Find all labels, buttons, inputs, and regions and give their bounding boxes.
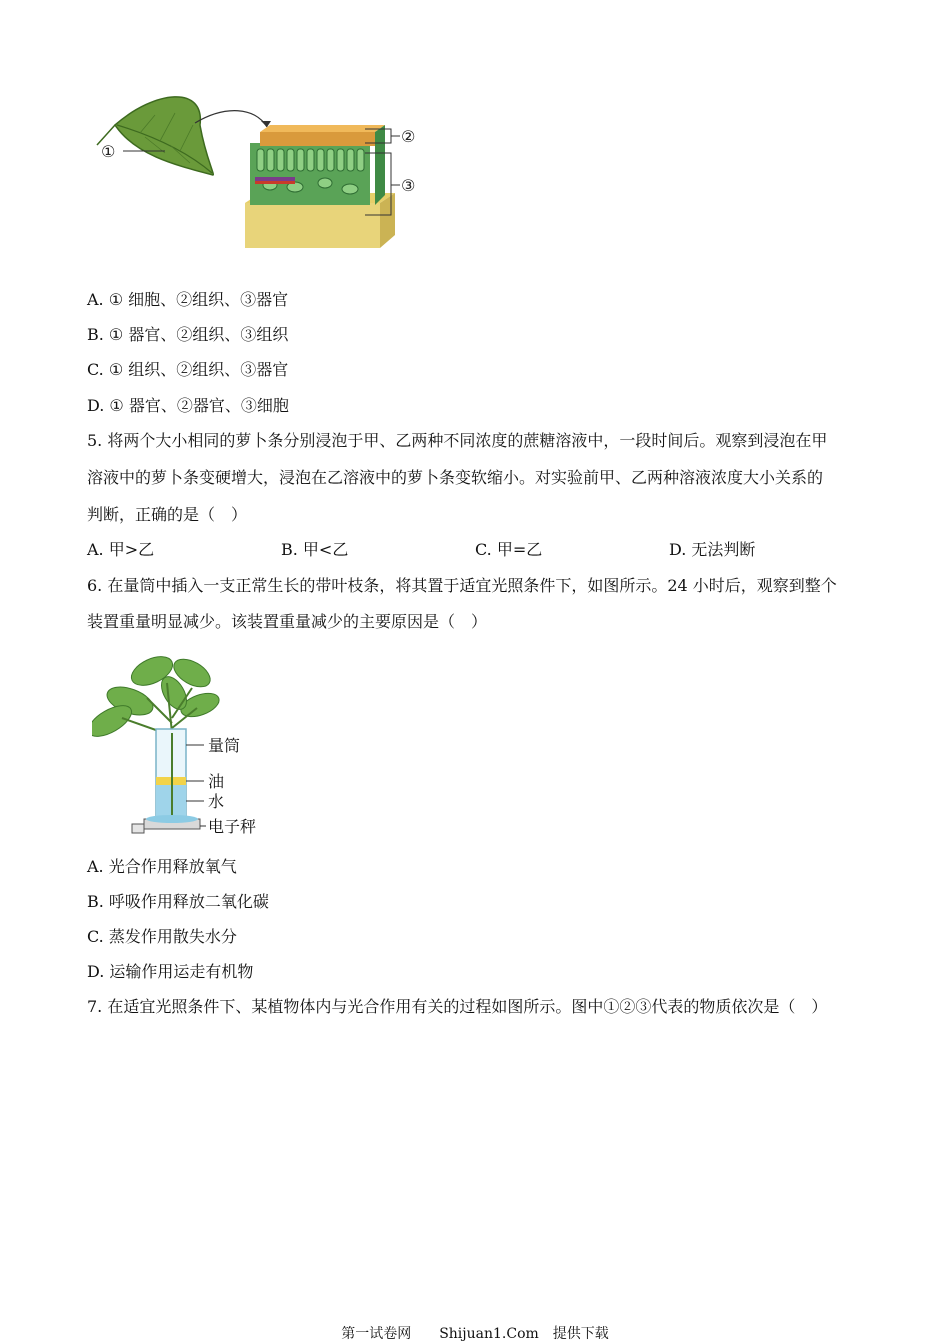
q4-option-a: A. ① 细胞、②组织、③器官 (87, 290, 289, 309)
leaf-structure-figure (95, 85, 435, 260)
page-footer: 第一试卷网 Shijuan1.Com 提供下载 (341, 1326, 609, 1342)
q5-stem-line-2: 溶液中的萝卜条变硬增大，浸泡在乙溶液中的萝卜条变软缩小。对实验前甲、乙两种溶液浓度大小关系的 (87, 468, 824, 487)
figure-label-2: ② (401, 127, 416, 146)
q4-option-d: D. ① 器官、②器官、③细胞 (87, 396, 289, 415)
graduated-cylinder-figure (92, 643, 272, 839)
cylinder-label: 量筒 (208, 736, 241, 755)
figure-label-3: ③ (401, 176, 416, 195)
q5-option-a: A. 甲>乙 (87, 540, 155, 559)
oil-label: 油 (208, 772, 225, 791)
figure-label-1: ① (101, 142, 116, 161)
q6-option-b: B. 呼吸作用释放二氧化碳 (87, 892, 269, 911)
q5-stem-line-1: 5. 将两个大小相同的萝卜条分别浸泡于甲、乙两种不同浓度的蔗糖溶液中，一段时间后。观察到浸泡在甲 (87, 431, 828, 450)
q4-option-c: C. ① 组织、②组织、③器官 (87, 360, 289, 379)
water-label: 水 (208, 792, 225, 811)
q6-option-a: A. 光合作用释放氧气 (87, 857, 237, 876)
q6-stem-line-1: 6. 在量筒中插入一支正常生长的带叶枝条，将其置于适宜光照条件下，如图所示。24 小时后，观察到整个 (87, 576, 837, 595)
leaf-illustration (97, 97, 213, 175)
q4-option-b: B. ① 器官、②组织、③组织 (87, 325, 289, 344)
q6-stem-line-2: 装置重量明显减少。该装置重量减少的主要原因是（ ） (87, 612, 488, 631)
q5-stem-line-3: 判断，正确的是（ ） (87, 505, 248, 524)
q5-option-b: B. 甲<乙 (281, 540, 349, 559)
scale-label: 电子秤 (208, 817, 257, 836)
q5-option-c: C. 甲=乙 (475, 540, 543, 559)
q6-option-c: C. 蒸发作用散失水分 (87, 927, 237, 946)
q6-option-d: D. 运输作用运走有机物 (87, 962, 254, 981)
q7-stem: 7. 在适宜光照条件下、某植物体内与光合作用有关的过程如图所示。图中①②③代表的物质依次是（ ） (87, 997, 828, 1016)
q5-option-d: D. 无法判断 (669, 540, 756, 559)
